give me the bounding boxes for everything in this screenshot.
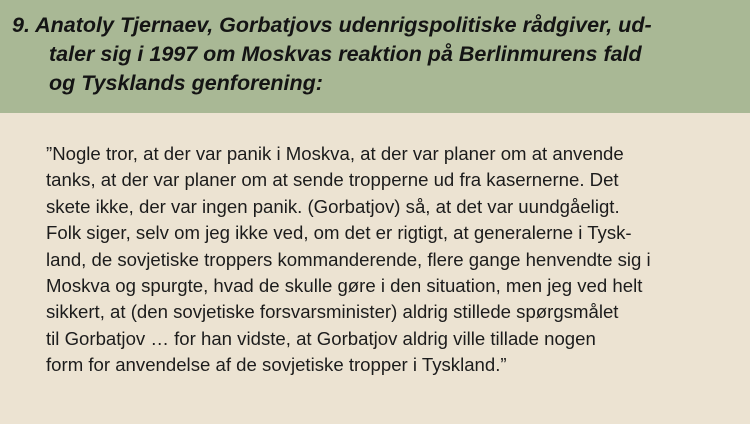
quote-line-1: ”Nogle tror, at der var panik i Moskva, at der var planer om at anvende xyxy=(46,143,624,164)
quote-line-6: Moskva og spurgte, hvad de skulle gøre i den situation, men jeg ved helt xyxy=(46,275,643,297)
quote-line-5: land, de sovjetiske troppers kommanderende, flere gange henvendte sig i xyxy=(46,248,651,270)
heading-line-1-text: Anatoly Tjernaev, Gorbatjovs udenrigspolitiske rådgiver, ud- xyxy=(35,13,652,37)
source-number: 9. xyxy=(12,13,30,37)
heading-line-2: taler sig i 1997 om Moskvas reaktion på Berlinmurens fald xyxy=(49,42,642,66)
heading-line-3: og Tysklands genforening: xyxy=(49,71,323,95)
quote-line-9: form for anvendelse af de sovjetiske tropper i Tyskland.” xyxy=(46,354,507,376)
heading-line-1 xyxy=(12,11,724,40)
quote-text xyxy=(46,141,736,379)
quote-line-8: til Gorbatjov … for han vidste, at Gorbatjov aldrig ville tillade nogen xyxy=(46,327,596,349)
quote-line-7: sikkert, at (den sovjetiske forsvarsminister) aldrig stillede spørgsmålet xyxy=(46,301,619,323)
quote-line-4: Folk siger, selv om jeg ikke ved, om det er rigtigt, at generalerne i Tysk- xyxy=(46,222,632,244)
source-header xyxy=(0,0,750,113)
quote-line-2: tanks, at der var planer om at sende tropperne ud fra kasernerne. Det xyxy=(46,169,619,191)
quote-line-3: skete ikke, der var ingen panik. (Gorbatjov) så, at det var uundgåeligt. xyxy=(46,195,620,217)
source-heading xyxy=(12,11,724,98)
